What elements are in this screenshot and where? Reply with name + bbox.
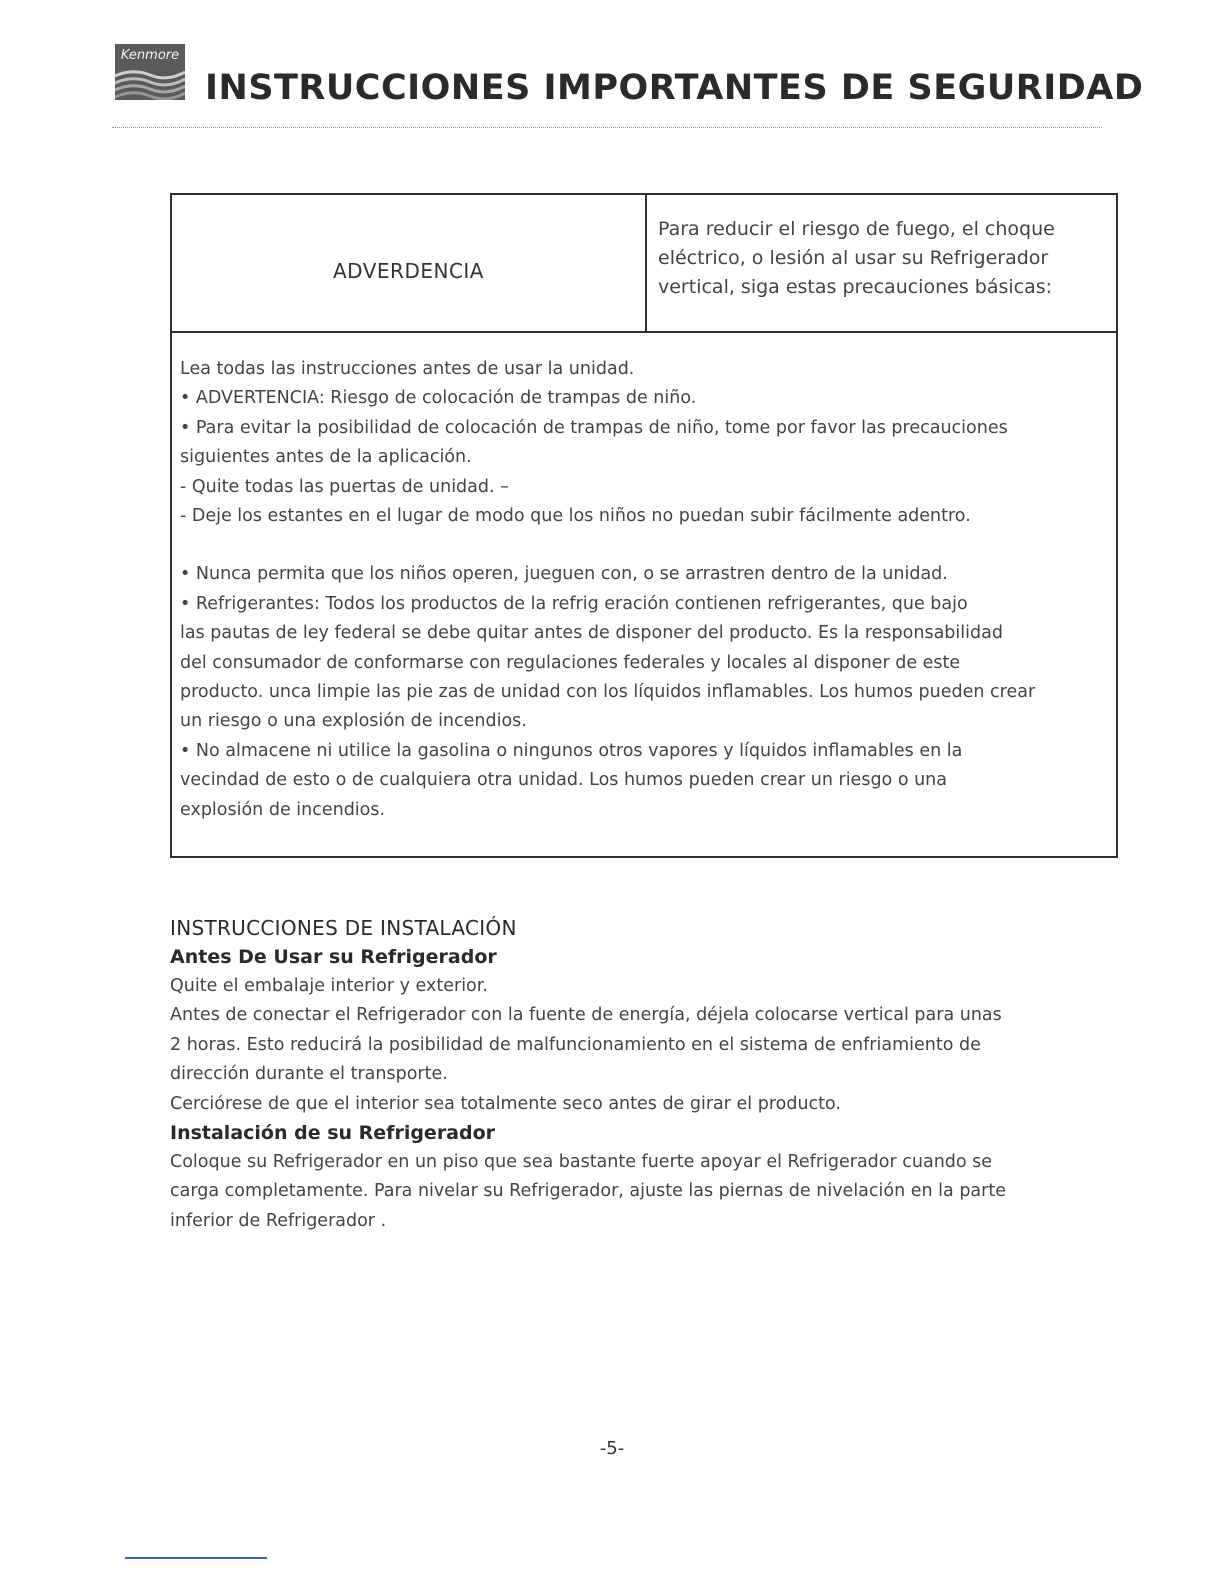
safety-line: vecindad de esto o de cualquiera otra unidad. Los humos pueden crear un riesgo o una bbox=[180, 770, 947, 791]
before-use-line: dirección durante el transporte. bbox=[170, 1064, 448, 1085]
install-line: carga completamente. Para nivelar su Refrigerador, ajuste las piernas de nivelación en la parte bbox=[170, 1181, 1006, 1202]
warning-note-line: vertical, siga estas precauciones básicas: bbox=[658, 276, 1053, 298]
title-divider bbox=[112, 127, 1102, 128]
safety-line: siguientes antes de la aplicación. bbox=[180, 447, 472, 468]
safety-line: del consumador de conformarse con regulaciones federales y locales al disponer de este bbox=[180, 652, 961, 673]
before-use-line: Quite el embalaje interior y exterior. bbox=[170, 976, 488, 996]
safety-instructions bbox=[180, 355, 1110, 825]
logo-text: Kenmore bbox=[120, 48, 180, 63]
before-use-heading: Antes De Usar su Refrigerador bbox=[170, 946, 497, 968]
safety-line: Lea todas las instrucciones antes de usar la unidad. bbox=[180, 359, 635, 379]
safety-line: las pautas de ley federal se debe quitar antes de disponer del producto. Es la responsabilidad bbox=[180, 623, 1003, 644]
safety-warning-box bbox=[170, 193, 1118, 858]
safety-line: un riesgo o una explosión de incendios. bbox=[180, 711, 527, 732]
warning-header-row bbox=[172, 195, 1116, 333]
safety-line: producto. unca limpie las pie zas de unidad con los líquidos inflamables. Los humos pueden crear bbox=[180, 682, 1036, 703]
paragraph-gap bbox=[180, 531, 1110, 560]
warning-note bbox=[658, 215, 1108, 302]
before-use-line: 2 horas. Esto reducirá la posibilidad de malfuncionamiento en el sistema de enfriamiento de bbox=[170, 1034, 981, 1055]
brand-logo bbox=[115, 44, 185, 100]
safety-line: • Para evitar la posibilidad de colocación de trampas de niño, tome por favor las precauciones bbox=[180, 417, 1008, 438]
before-use-line: Antes de conectar el Refrigerador con la fuente de energía, déjela colocarse vertical para unas bbox=[170, 1005, 1002, 1026]
installation-heading: INSTRUCCIONES DE INSTALACIÓN bbox=[170, 916, 517, 940]
warning-note-line: eléctrico, o lesión al usar su Refrigerador bbox=[658, 247, 1049, 269]
page-number: -5- bbox=[599, 1438, 625, 1459]
safety-line: - Deje los estantes en el lugar de modo que los niños no puedan subir fácilmente adentro. bbox=[180, 506, 971, 527]
install-line: inferior de Refrigerador . bbox=[170, 1210, 387, 1231]
page-title: INSTRUCCIONES IMPORTANTES DE SEGURIDAD bbox=[205, 68, 1144, 108]
warning-label: ADVERDENCIA bbox=[333, 259, 484, 283]
warning-column-divider bbox=[645, 195, 647, 331]
safety-line: - Quite todas las puertas de unidad. – bbox=[180, 476, 509, 497]
warning-note-line: Para reducir el riesgo de fuego, el choque bbox=[658, 218, 1055, 240]
safety-line: • Nunca permita que los niños operen, jueguen con, o se arrastren dentro de la unidad. bbox=[180, 564, 948, 585]
footer-rule bbox=[125, 1557, 267, 1559]
safety-line: • Refrigerantes: Todos los productos de la refrig eración contienen refrigerantes, que bajo bbox=[180, 593, 968, 614]
safety-line: • ADVERTENCIA: Riesgo de colocación de trampas de niño. bbox=[180, 388, 697, 409]
logo-wave-icon bbox=[115, 66, 185, 100]
install-heading: Instalación de su Refrigerador bbox=[170, 1122, 496, 1145]
before-use-line: Cerciórese de que el interior sea totalmente seco antes de girar el producto. bbox=[170, 1093, 841, 1114]
safety-line: explosión de incendios. bbox=[180, 799, 386, 820]
install-line: Coloque su Refrigerador en un piso que sea bastante fuerte apoyar el Refrigerador cuando se bbox=[170, 1152, 993, 1173]
safety-line: • No almacene ni utilice la gasolina o ningunos otros vapores y líquidos inflamables en la bbox=[180, 740, 963, 761]
installation-section bbox=[170, 914, 1110, 1236]
